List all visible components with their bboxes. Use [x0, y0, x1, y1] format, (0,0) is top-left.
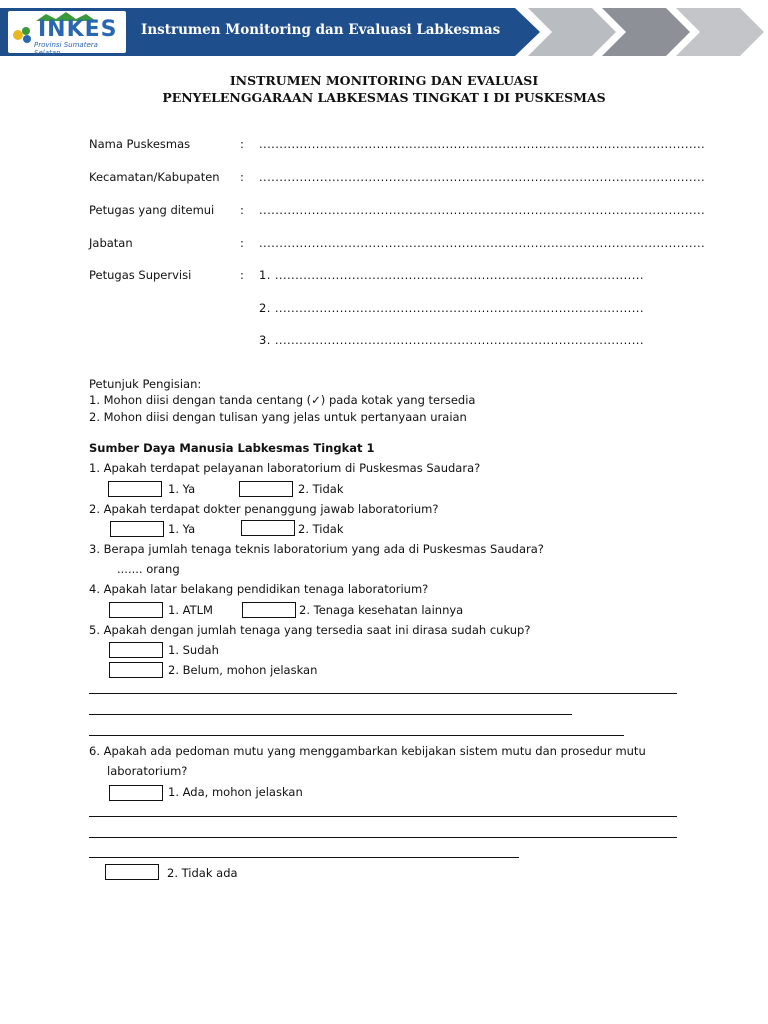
q6-tidak-ada-checkbox[interactable] — [105, 864, 159, 880]
q5-belum-label: 2. Belum, mohon jelaskan — [168, 663, 318, 677]
question-6-line-2: laboratorium? — [107, 764, 188, 778]
field-label-nama-puskesmas: Nama Puskesmas — [89, 137, 191, 151]
instructions-heading: Petunjuk Pengisian: — [89, 377, 202, 391]
logo-subtitle: Provinsi Sumatera Selatan — [34, 41, 98, 57]
document-title-line-2: PENYELENGGARAAN LABKESMAS TINGKAT I DI PUSKESMAS — [162, 90, 606, 105]
q1-ya-label: 1. Ya — [168, 482, 196, 496]
field-value-supervisi-3[interactable]: 3. ........................................................................................... — [259, 333, 644, 347]
instruction-item-2: 2. Mohon diisi dengan tulisan yang jelas untuk pertanyaan uraian — [89, 410, 467, 424]
chevron-decoration-1 — [528, 8, 616, 56]
q1-tidak-label: 2. Tidak — [298, 482, 344, 496]
field-colon: : — [240, 203, 244, 217]
field-colon: : — [240, 236, 244, 250]
field-label-petugas-ditemui: Petugas yang ditemui — [89, 203, 215, 217]
question-6-line-1: 6. Apakah ada pedoman mutu yang menggambarkan kebijakan sistem mutu dan prosedur mutu — [89, 744, 646, 758]
document-title-line-1: INSTRUMEN MONITORING DAN EVALUASI — [229, 73, 539, 88]
instruction-item-1: 1. Mohon diisi dengan tanda centang (✓) pada kotak yang tersedia — [89, 393, 476, 407]
q4-atlm-checkbox[interactable] — [109, 602, 163, 618]
q6-ada-label: 1. Ada, mohon jelaskan — [168, 785, 303, 799]
field-value-supervisi-2[interactable]: 2. ........................................................................................... — [259, 301, 644, 315]
field-colon: : — [240, 170, 244, 184]
q2-ya-checkbox[interactable] — [110, 521, 164, 537]
question-4: 4. Apakah latar belakang pendidikan tenaga laboratorium? — [89, 582, 429, 596]
q3-answer[interactable]: ....... orang — [117, 562, 180, 576]
q4-nakes-lain-label: 2. Tenaga kesehatan lainnya — [299, 603, 464, 617]
logo-mark-icon — [12, 25, 34, 45]
q1-ya-checkbox[interactable] — [108, 481, 162, 497]
q2-ya-label: 1. Ya — [168, 522, 196, 536]
field-value-jabatan[interactable]: .............................................................................................................. — [259, 236, 706, 250]
inkes-logo — [8, 11, 126, 57]
section-title: Sumber Daya Manusia Labkesmas Tingkat 1 — [89, 441, 375, 455]
field-value-kecamatan[interactable]: .............................................................................................................. — [259, 170, 706, 184]
q5-answer-line-1[interactable] — [89, 693, 677, 694]
field-value-petugas-ditemui[interactable]: .............................................................................................................. — [259, 203, 706, 217]
field-colon: : — [240, 137, 244, 151]
q6-answer-line-1[interactable] — [89, 816, 677, 817]
q1-tidak-checkbox[interactable] — [239, 481, 293, 497]
q5-belum-checkbox[interactable] — [109, 662, 163, 678]
q4-nakes-lain-checkbox[interactable] — [242, 602, 296, 618]
page-header — [0, 8, 768, 60]
question-3: 3. Berapa jumlah tenaga teknis laboratorium yang ada di Puskesmas Saudara? — [89, 542, 544, 556]
q5-answer-line-2[interactable] — [89, 714, 572, 715]
field-label-petugas-supervisi: Petugas Supervisi — [89, 268, 192, 282]
q6-tidak-ada-label: 2. Tidak ada — [167, 866, 238, 880]
q2-tidak-checkbox[interactable] — [241, 520, 295, 536]
q5-answer-line-3[interactable] — [89, 735, 624, 736]
field-colon: : — [240, 268, 244, 282]
question-2: 2. Apakah terdapat dokter penanggung jawab laboratorium? — [89, 502, 439, 516]
q4-atlm-label: 1. ATLM — [168, 603, 213, 617]
q6-answer-line-2[interactable] — [89, 837, 677, 838]
header-title: Instrumen Monitoring dan Evaluasi Labkesmas — [141, 22, 501, 38]
field-value-nama-puskesmas[interactable]: .............................................................................................................. — [259, 137, 706, 151]
q5-sudah-checkbox[interactable] — [109, 642, 163, 658]
question-5: 5. Apakah dengan jumlah tenaga yang tersedia saat ini dirasa sudah cukup? — [89, 623, 531, 637]
q6-ada-checkbox[interactable] — [109, 785, 163, 801]
field-label-kecamatan: Kecamatan/Kabupaten — [89, 170, 220, 184]
field-label-jabatan: Jabatan — [89, 236, 133, 250]
q6-answer-line-3[interactable] — [89, 857, 519, 858]
field-value-supervisi-1[interactable]: 1. ........................................................................................... — [259, 268, 644, 282]
logo-text: INKES — [38, 17, 118, 42]
q2-tidak-label: 2. Tidak — [298, 522, 344, 536]
q5-sudah-label: 1. Sudah — [168, 643, 219, 657]
question-1: 1. Apakah terdapat pelayanan laboratorium di Puskesmas Saudara? — [89, 461, 481, 475]
